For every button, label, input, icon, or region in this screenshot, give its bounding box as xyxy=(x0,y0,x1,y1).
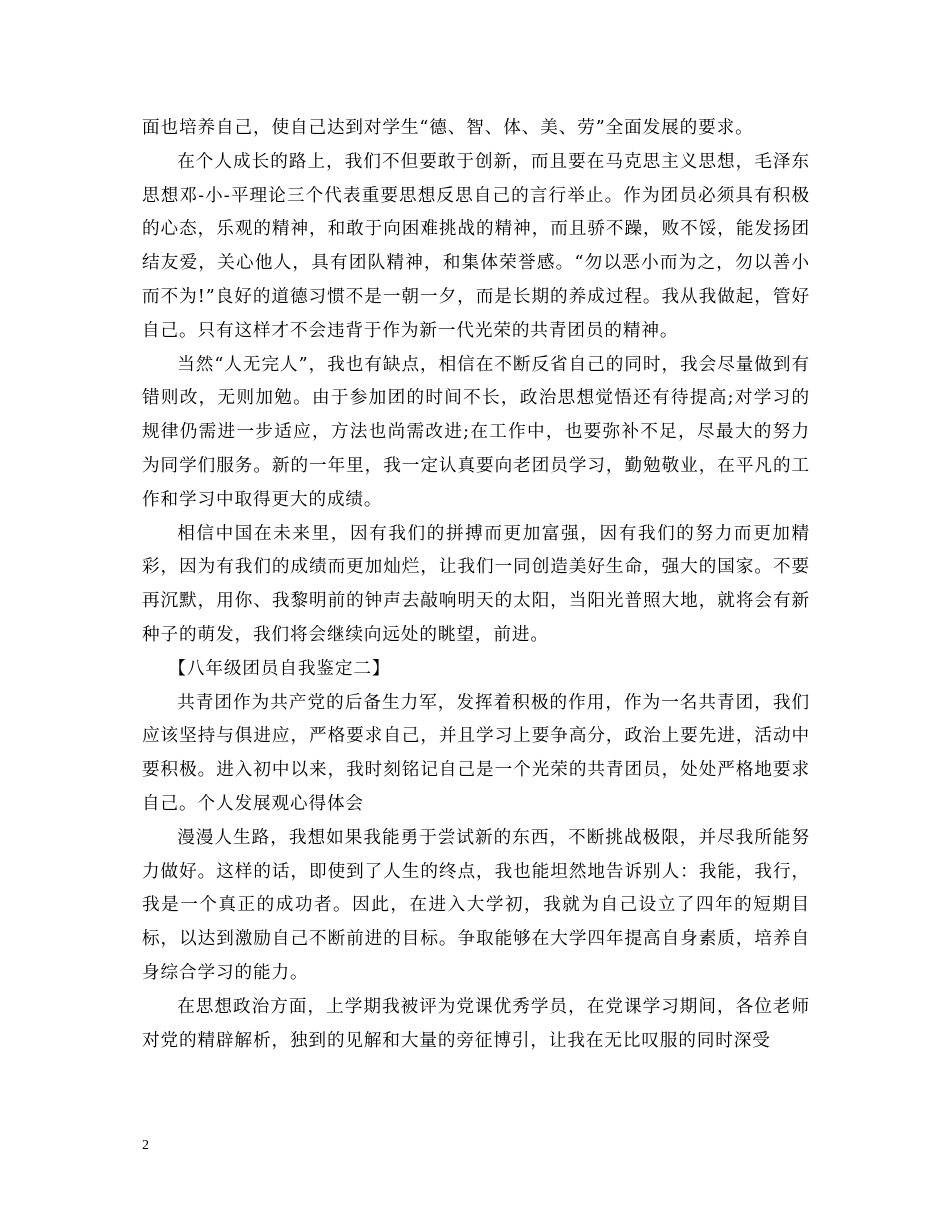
paragraph-political-thought: 在思想政治方面，上学期我被评为党课优秀学员，在党课学习期间，各位老师对党的精辟解析，独到的见解和大量的旁征博引，让我在无比叹服的同时深受 xyxy=(142,996,810,1051)
paragraph-continuation: 面也培养自己，使自己达到对学生“德、智、体、美、劳”全面发展的要求。 xyxy=(142,118,754,138)
paragraph-future: 相信中国在未来里，因有我们的拼搏而更加富强，因有我们的努力而更加精彩，因为有我们的成绩而更加灿烂，让我们一同创造美好生命，强大的国家。不要再沉默，用你、我黎明前的钟声去敲响明天的太阳，当阳光普照大地，就将会有新种子的萌发，我们将会继续向远处的眺望，前进。 xyxy=(142,523,810,645)
paragraph-life-road: 漫漫人生路，我想如果我能勇于尝试新的东西，不断挑战极限，并尽我所能努力做好。这样的话，即使到了人生的终点，我也能坦然地告诉别人：我能，我行，我是一个真正的成功者。因此，在进入大学初，我就为自己设立了四年的短期目标，以达到激励自己不断前进的目标。争取能够在大学四年提高自身素质，培养自身综合学习的能力。 xyxy=(142,827,810,983)
section-heading: 【八年级团员自我鉴定二】 xyxy=(168,658,391,679)
page-number: 2 xyxy=(142,1138,149,1153)
paragraph-youth-league: 共青团作为共产党的后备生力军，发挥着积极的作用，作为一名共青团，我们应该坚持与俱进应，严格要求自己，并且学习上要争高分，政治上要先进，活动中要积极。进入初中以来，我时刻铭记自己是一个光荣的共青团员，处处严格地要求自己。个人发展观心得体会 xyxy=(142,692,810,814)
paragraph-shortcomings: 当然“人无完人”，我也有缺点，相信在不断反省自己的同时，我会尽量做到有错则改，无则加勉。由于参加团的时间不长，政治思想觉悟还有待提高;对学习的规律仍需进一步适应，方法也尚需改进;在工作中，也要弥补不足，尽最大的努力为同学们服务。新的一年里，我一定认真要向老团员学习，勤勉敬业，在平凡的工作和学习中取得更大的成绩。 xyxy=(142,354,810,510)
document-body xyxy=(142,112,810,1058)
paragraph-personal-growth: 在个人成长的路上，我们不但要敢于创新，而且要在马克思主义思想，毛泽东思想邓-小-平理论三个代表重要思想反思自己的言行举止。作为团员必须具有积极的心态，乐观的精神，和敢于向困难挑战的精神，而且骄不躁，败不馁，能发扬团结友爱，关心他人，具有团队精神，和集体荣誉感。“勿以恶小而为之，勿以善小而不为!”良好的道德习惯不是一朝一夕，而是长期的养成过程。我从我做起，管好自己。只有这样才不会违背于作为新一代光荣的共青团员的精神。 xyxy=(142,151,810,341)
